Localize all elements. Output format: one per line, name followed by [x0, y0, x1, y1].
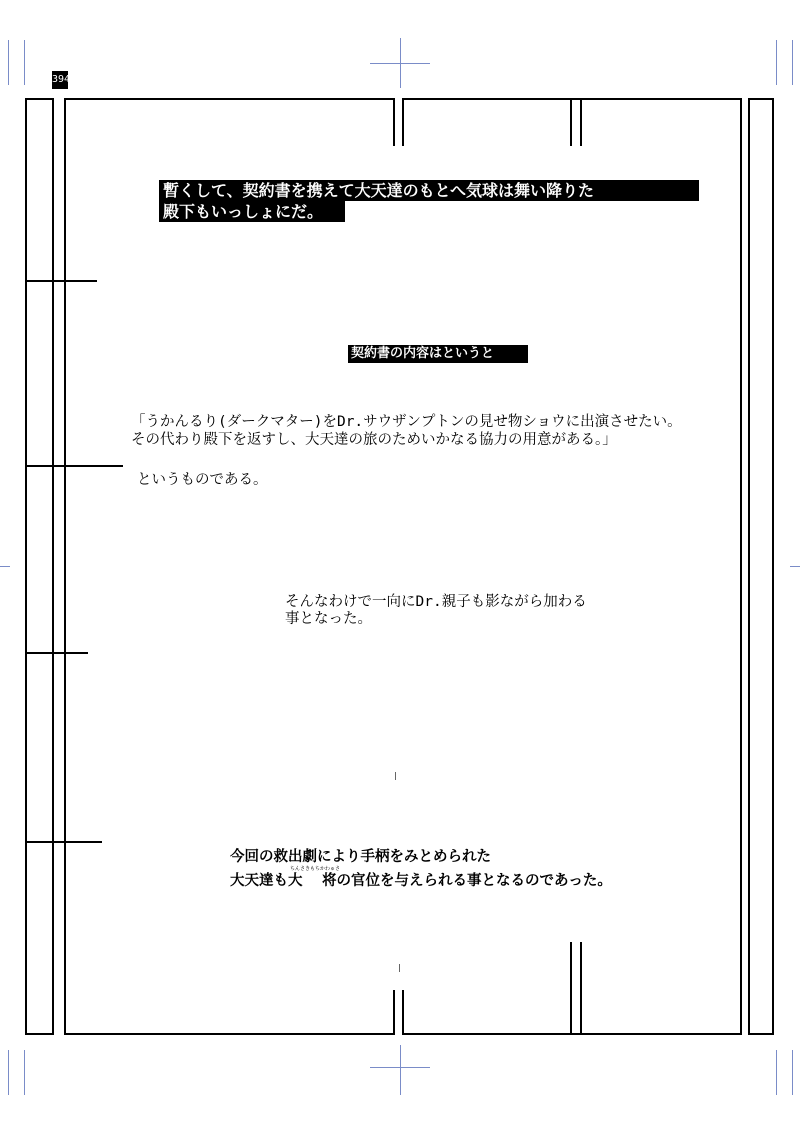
gutter-line	[580, 942, 582, 1035]
margin-stroke	[25, 280, 97, 282]
page-number: 394	[52, 71, 68, 89]
frame-right-inner	[748, 98, 750, 1035]
gutter-line	[393, 990, 395, 1035]
crop-mark	[8, 40, 9, 85]
stray-mark	[399, 964, 400, 972]
crop-mark	[24, 40, 25, 85]
paragraph3-line2a: 大天達も大	[230, 873, 303, 889]
margin-stroke	[25, 652, 88, 654]
panel-right	[740, 98, 742, 1035]
gutter-line	[393, 98, 395, 146]
side-tick	[0, 566, 10, 567]
gutter-line	[570, 942, 572, 1035]
gutter-line	[402, 98, 404, 146]
caption-top-line2: 殿下もいっしょにだ。	[163, 202, 324, 221]
frame-left-bottom	[25, 1033, 54, 1035]
crop-mark	[776, 40, 777, 85]
paragraph2-line2: 事となった。	[285, 611, 372, 627]
crosshair-mark	[400, 1045, 401, 1095]
frame-right-top	[748, 98, 774, 100]
panel-top-left	[64, 98, 394, 100]
caption-top	[159, 180, 699, 201]
crop-mark	[8, 1050, 9, 1095]
margin-stroke	[25, 841, 102, 843]
panel-left	[64, 98, 66, 1035]
frame-right-bottom	[748, 1033, 774, 1035]
frame-left-inner	[52, 98, 54, 1035]
gutter-line	[402, 990, 404, 1035]
after-quote-text: というものである。	[137, 472, 268, 488]
ruby-text: ちんさきもちかわゅさ	[290, 866, 340, 872]
crop-mark	[776, 1050, 777, 1095]
caption-top-line1: 暫くして、契約書を携えて大天達のもとへ気球は舞い降りた	[163, 181, 595, 200]
gutter-line	[570, 98, 572, 146]
side-tick	[790, 566, 800, 567]
stray-mark	[395, 772, 396, 780]
margin-stroke	[25, 465, 123, 467]
caption-mid: 契約書の内容はというと	[348, 345, 528, 363]
panel-bottom-left	[64, 1033, 394, 1035]
crosshair-mark	[400, 38, 401, 88]
paragraph2-line1: そんなわけで一向にDr.親子も影ながら加わる	[285, 594, 587, 610]
frame-left-outer	[25, 98, 27, 1035]
crop-mark	[792, 40, 793, 85]
crop-mark	[24, 1050, 25, 1095]
panel-bottom-right	[402, 1033, 742, 1035]
contract-quote-line1: 「うかんるり(ダークマター)をDr.サウザンプトンの見せ物ショウに出演させたい。	[131, 414, 682, 430]
crop-mark	[792, 1050, 793, 1095]
frame-right-outer	[772, 98, 774, 1035]
caption-top-2	[159, 201, 345, 222]
paragraph3-line1: 今回の救出劇により手柄をみとめられた	[230, 849, 491, 865]
paragraph3-line2b: 将の官位を与えられる事となるのであった。	[322, 873, 612, 889]
panel-top-right	[402, 98, 742, 100]
frame-left-top	[25, 98, 54, 100]
contract-quote-line2: その代わり殿下を返すし、大天達の旅のためいかなる協力の用意がある。」	[131, 432, 617, 448]
gutter-line	[580, 98, 582, 146]
